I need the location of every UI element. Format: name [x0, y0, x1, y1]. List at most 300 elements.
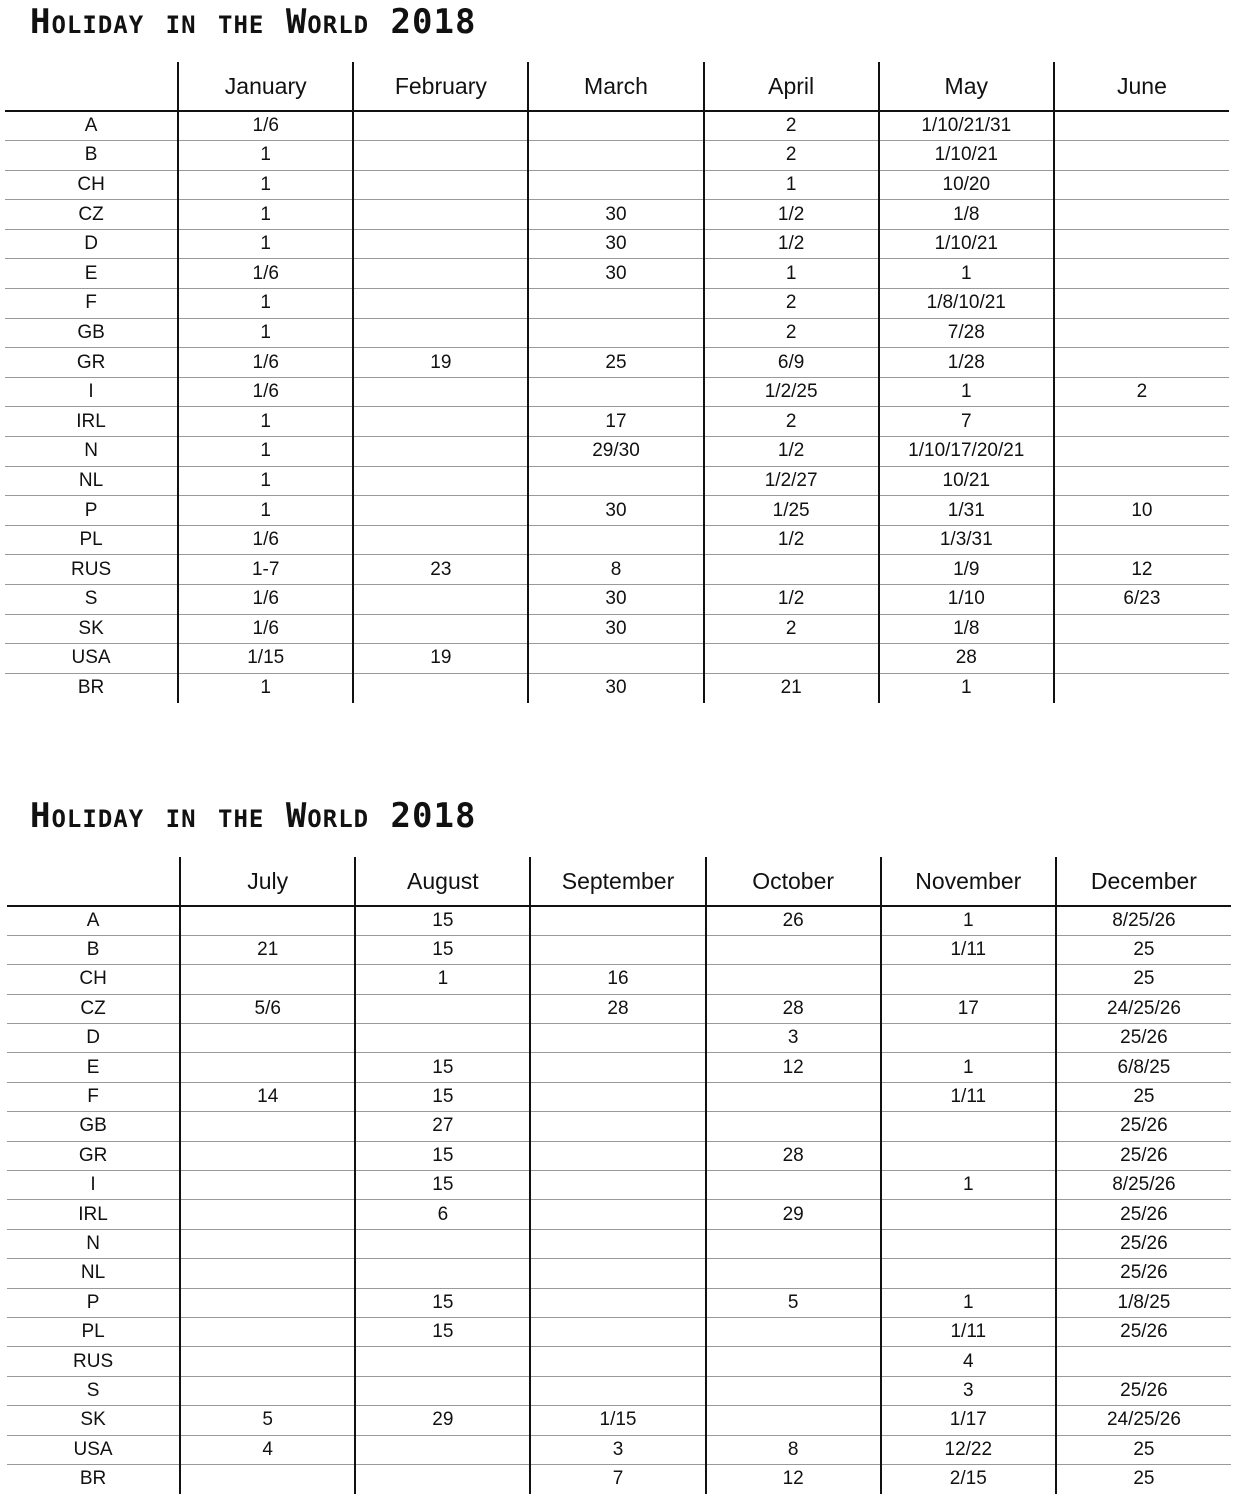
holiday-dates-cell: 25/26 — [1056, 1112, 1231, 1141]
holiday-dates-cell — [1054, 200, 1229, 230]
holiday-dates-cell: 1 — [178, 229, 353, 259]
country-code: GR — [5, 348, 178, 378]
holiday-dates-cell — [881, 1229, 1056, 1258]
holiday-dates-cell — [528, 466, 703, 496]
holiday-dates-cell: 10/21 — [879, 466, 1054, 496]
holiday-dates-cell — [881, 1259, 1056, 1288]
holiday-dates-cell — [353, 437, 528, 467]
holiday-dates-cell — [1054, 407, 1229, 437]
holiday-dates-cell — [1054, 289, 1229, 319]
holiday-dates-cell — [180, 965, 355, 994]
holiday-dates-cell: 6/9 — [704, 348, 879, 378]
table-row — [7, 935, 1231, 964]
holiday-dates-cell — [706, 1376, 881, 1405]
holiday-dates-cell: 28 — [879, 644, 1054, 674]
table-row — [5, 170, 1229, 200]
country-code: IRL — [7, 1200, 180, 1229]
month-header: June — [1054, 62, 1229, 111]
holiday-dates-cell — [180, 1317, 355, 1346]
holiday-dates-cell — [530, 906, 705, 935]
holiday-dates-cell — [180, 1229, 355, 1258]
holiday-dates-cell — [704, 555, 879, 585]
holiday-dates-cell: 30 — [528, 673, 703, 703]
holiday-dates-cell — [530, 935, 705, 964]
holiday-dates-cell: 25/26 — [1056, 1200, 1231, 1229]
holiday-dates-cell: 1/6 — [178, 585, 353, 615]
holiday-dates-cell — [1054, 318, 1229, 348]
holiday-dates-cell — [881, 1141, 1056, 1170]
holiday-dates-cell — [180, 1141, 355, 1170]
holiday-dates-cell: 1/2 — [704, 585, 879, 615]
holiday-dates-cell — [355, 1024, 530, 1053]
holiday-dates-cell: 12 — [1054, 555, 1229, 585]
holiday-dates-cell: 25/26 — [1056, 1317, 1231, 1346]
holiday-dates-cell: 19 — [353, 644, 528, 674]
table-row — [5, 466, 1229, 496]
country-code: N — [5, 437, 178, 467]
holiday-dates-cell: 15 — [355, 906, 530, 935]
holiday-dates-cell — [706, 1317, 881, 1346]
holiday-dates-cell: 1 — [879, 259, 1054, 289]
holiday-dates-cell — [353, 614, 528, 644]
holiday-dates-cell: 1 — [178, 466, 353, 496]
holiday-dates-cell: 1/6 — [178, 348, 353, 378]
holiday-dates-cell — [353, 407, 528, 437]
table-row — [7, 1376, 1231, 1405]
holiday-dates-cell — [706, 1406, 881, 1435]
holiday-dates-cell: 4 — [881, 1347, 1056, 1376]
holiday-dates-cell — [353, 318, 528, 348]
holiday-dates-cell — [706, 1112, 881, 1141]
holiday-dates-cell: 25/26 — [1056, 1024, 1231, 1053]
holiday-dates-cell — [1054, 525, 1229, 555]
holiday-dates-cell: 10 — [1054, 496, 1229, 526]
holiday-dates-cell: 1 — [178, 141, 353, 171]
table-row — [5, 348, 1229, 378]
holiday-dates-cell: 1 — [178, 289, 353, 319]
holiday-dates-cell — [528, 525, 703, 555]
table-row — [7, 1288, 1231, 1317]
month-header: January — [178, 62, 353, 111]
holiday-dates-cell: 29 — [706, 1200, 881, 1229]
holiday-dates-cell: 7 — [530, 1464, 705, 1493]
section-title: Holiday in the World 2018 — [30, 796, 477, 836]
table-row — [5, 289, 1229, 319]
month-header: October — [706, 857, 881, 906]
country-code: SK — [7, 1406, 180, 1435]
table-row — [5, 496, 1229, 526]
holiday-dates-cell: 21 — [180, 935, 355, 964]
holiday-dates-cell — [180, 1464, 355, 1493]
holiday-dates-cell: 1/2/25 — [704, 377, 879, 407]
holiday-dates-cell: 2 — [704, 141, 879, 171]
month-header: February — [353, 62, 528, 111]
month-header: November — [881, 857, 1056, 906]
country-code: E — [5, 259, 178, 289]
holiday-dates-cell — [706, 935, 881, 964]
month-header: July — [180, 857, 355, 906]
holiday-dates-cell — [355, 1347, 530, 1376]
country-code: PL — [7, 1317, 180, 1346]
country-code: P — [7, 1288, 180, 1317]
country-header-cell — [7, 857, 180, 906]
holiday-dates-cell: 1/2 — [704, 525, 879, 555]
holiday-dates-cell — [353, 289, 528, 319]
holiday-dates-cell: 30 — [528, 229, 703, 259]
holiday-dates-cell — [180, 1259, 355, 1288]
holiday-dates-cell — [353, 377, 528, 407]
holiday-dates-cell — [353, 585, 528, 615]
holiday-dates-cell: 1/8 — [879, 200, 1054, 230]
holiday-dates-cell: 1/15 — [530, 1406, 705, 1435]
table-row — [7, 1259, 1231, 1288]
holiday-dates-cell: 1 — [178, 200, 353, 230]
holiday-dates-cell: 15 — [355, 1053, 530, 1082]
country-code: I — [7, 1171, 180, 1200]
table-row — [7, 994, 1231, 1023]
table-row — [7, 1229, 1231, 1258]
holiday-dates-cell: 6/23 — [1054, 585, 1229, 615]
country-code: USA — [5, 644, 178, 674]
holiday-dates-cell: 10/20 — [879, 170, 1054, 200]
holiday-dates-cell: 6/8/25 — [1056, 1053, 1231, 1082]
holiday-dates-cell: 25/26 — [1056, 1141, 1231, 1170]
holiday-dates-cell: 1/6 — [178, 259, 353, 289]
holiday-dates-cell: 21 — [704, 673, 879, 703]
country-code: P — [5, 496, 178, 526]
holiday-dates-cell: 1 — [879, 673, 1054, 703]
holiday-dates-cell: 23 — [353, 555, 528, 585]
table-row — [7, 906, 1231, 935]
holiday-dates-cell: 1 — [178, 318, 353, 348]
holiday-dates-cell — [530, 1171, 705, 1200]
holiday-dates-cell — [353, 170, 528, 200]
holiday-dates-cell: 30 — [528, 200, 703, 230]
holiday-dates-cell: 28 — [706, 1141, 881, 1170]
holiday-dates-cell: 1/2 — [704, 437, 879, 467]
holiday-dates-cell: 15 — [355, 1141, 530, 1170]
country-code: CH — [7, 965, 180, 994]
holiday-dates-cell: 25/26 — [1056, 1259, 1231, 1288]
holiday-dates-cell: 2 — [704, 111, 879, 141]
holiday-dates-cell: 1/8/25 — [1056, 1288, 1231, 1317]
table-row — [5, 585, 1229, 615]
holiday-dates-cell — [355, 1229, 530, 1258]
holiday-dates-cell — [530, 1347, 705, 1376]
country-code: I — [5, 377, 178, 407]
holiday-dates-cell: 1/31 — [879, 496, 1054, 526]
holiday-dates-cell: 30 — [528, 614, 703, 644]
table-row — [5, 318, 1229, 348]
holiday-dates-cell — [530, 1112, 705, 1141]
holiday-dates-cell: 27 — [355, 1112, 530, 1141]
holiday-dates-cell: 1/6 — [178, 111, 353, 141]
holiday-dates-cell: 1 — [178, 170, 353, 200]
country-code: A — [7, 906, 180, 935]
holiday-dates-cell: 1/25 — [704, 496, 879, 526]
holiday-dates-cell: 1/10 — [879, 585, 1054, 615]
holiday-dates-cell: 1/2 — [704, 200, 879, 230]
table-row — [5, 614, 1229, 644]
holiday-dates-cell: 1 — [881, 906, 1056, 935]
holiday-dates-cell: 6 — [355, 1200, 530, 1229]
country-code: PL — [5, 525, 178, 555]
table-row — [5, 555, 1229, 585]
holiday-dates-cell — [530, 1259, 705, 1288]
holiday-dates-cell — [706, 1171, 881, 1200]
country-header-cell — [5, 62, 178, 111]
country-code: D — [5, 229, 178, 259]
holiday-dates-cell: 25 — [528, 348, 703, 378]
country-code: D — [7, 1024, 180, 1053]
country-code: CZ — [5, 200, 178, 230]
table-row — [7, 1112, 1231, 1141]
holiday-dates-cell: 8 — [528, 555, 703, 585]
holiday-dates-cell: 2 — [704, 614, 879, 644]
country-code: GB — [5, 318, 178, 348]
holiday-dates-cell: 1 — [178, 673, 353, 703]
holiday-dates-cell — [530, 1082, 705, 1111]
holiday-dates-cell — [881, 1112, 1056, 1141]
holiday-dates-cell — [528, 170, 703, 200]
holiday-dates-cell — [1054, 259, 1229, 289]
table-row — [7, 1171, 1231, 1200]
holiday-dates-cell: 1/10/21 — [879, 229, 1054, 259]
holiday-dates-cell: 1 — [881, 1053, 1056, 1082]
holiday-dates-cell: 5 — [180, 1406, 355, 1435]
table-row — [5, 259, 1229, 289]
holiday-dates-cell — [355, 1435, 530, 1464]
holiday-dates-cell — [353, 200, 528, 230]
holiday-dates-cell: 12 — [706, 1464, 881, 1493]
table-row — [7, 1024, 1231, 1053]
holiday-table-jan-jun — [5, 62, 1229, 703]
holiday-dates-cell: 29 — [355, 1406, 530, 1435]
holiday-dates-cell: 15 — [355, 1317, 530, 1346]
table-row — [5, 673, 1229, 703]
table-row — [7, 1082, 1231, 1111]
holiday-dates-cell — [528, 318, 703, 348]
holiday-dates-cell — [180, 1200, 355, 1229]
holiday-dates-cell — [180, 1171, 355, 1200]
holiday-dates-cell: 30 — [528, 496, 703, 526]
month-header: March — [528, 62, 703, 111]
table-row — [5, 229, 1229, 259]
holiday-dates-cell: 1/2 — [704, 229, 879, 259]
holiday-dates-cell: 1/8/10/21 — [879, 289, 1054, 319]
country-code: USA — [7, 1435, 180, 1464]
holiday-dates-cell — [1054, 437, 1229, 467]
holiday-dates-cell: 17 — [881, 994, 1056, 1023]
table-row — [5, 644, 1229, 674]
holiday-dates-cell — [528, 141, 703, 171]
holiday-dates-cell: 24/25/26 — [1056, 994, 1231, 1023]
country-code: SK — [5, 614, 178, 644]
holiday-dates-cell: 26 — [706, 906, 881, 935]
holiday-dates-cell — [353, 496, 528, 526]
holiday-dates-cell — [706, 965, 881, 994]
holiday-dates-cell: 3 — [706, 1024, 881, 1053]
holiday-dates-cell: 17 — [528, 407, 703, 437]
section-title: Holiday in the World 2018 — [30, 2, 477, 42]
table-row — [5, 141, 1229, 171]
holiday-dates-cell — [530, 1376, 705, 1405]
holiday-dates-cell: 25/26 — [1056, 1376, 1231, 1405]
holiday-dates-cell — [881, 1024, 1056, 1053]
month-header: August — [355, 857, 530, 906]
holiday-dates-cell: 25/26 — [1056, 1229, 1231, 1258]
country-code: S — [5, 585, 178, 615]
table-row — [5, 111, 1229, 141]
table-row — [7, 1406, 1231, 1435]
holiday-dates-cell: 5/6 — [180, 994, 355, 1023]
holiday-dates-cell — [353, 111, 528, 141]
holiday-dates-cell — [180, 1288, 355, 1317]
holiday-dates-cell — [353, 466, 528, 496]
holiday-dates-cell — [528, 111, 703, 141]
holiday-dates-cell: 15 — [355, 1082, 530, 1111]
holiday-dates-cell — [528, 377, 703, 407]
country-code: BR — [77, 677, 105, 699]
month-header: September — [530, 857, 705, 906]
table-row — [5, 200, 1229, 230]
holiday-dates-cell: 1/15 — [178, 644, 353, 674]
holiday-dates-cell: 28 — [706, 994, 881, 1023]
holiday-dates-cell: 5 — [706, 1288, 881, 1317]
holiday-dates-cell — [530, 1200, 705, 1229]
holiday-dates-cell — [706, 1229, 881, 1258]
holiday-dates-cell: 1/10/21 — [879, 141, 1054, 171]
header-row — [5, 62, 1229, 111]
holiday-dates-cell — [1054, 644, 1229, 674]
holiday-dates-cell: 1/17 — [881, 1406, 1056, 1435]
holiday-dates-cell — [180, 1347, 355, 1376]
holiday-dates-cell: 1/9 — [879, 555, 1054, 585]
holiday-dates-cell: 30 — [528, 259, 703, 289]
holiday-dates-cell — [353, 525, 528, 555]
country-code: F — [5, 289, 178, 319]
table-row — [7, 1053, 1231, 1082]
holiday-dates-cell: 7 — [879, 407, 1054, 437]
month-header: April — [704, 62, 879, 111]
holiday-dates-cell — [355, 1259, 530, 1288]
holiday-dates-cell — [1054, 229, 1229, 259]
holiday-dates-cell: 1 — [879, 377, 1054, 407]
country-code: CZ — [7, 994, 180, 1023]
holiday-dates-cell — [1054, 170, 1229, 200]
holiday-dates-cell: 1 — [178, 437, 353, 467]
holiday-dates-cell: 2 — [704, 289, 879, 319]
country-code: A — [5, 111, 178, 141]
holiday-dates-cell: 15 — [355, 1288, 530, 1317]
country-code: S — [7, 1376, 180, 1405]
holiday-dates-cell: 2 — [704, 318, 879, 348]
holiday-dates-cell: 1/10/17/20/21 — [879, 437, 1054, 467]
holiday-dates-cell — [1054, 111, 1229, 141]
country-code: BR — [79, 1468, 107, 1490]
holiday-dates-cell: 1/28 — [879, 348, 1054, 378]
table-row — [5, 525, 1229, 555]
holiday-dates-cell: 28 — [530, 994, 705, 1023]
holiday-dates-cell — [881, 1200, 1056, 1229]
holiday-dates-cell — [530, 1024, 705, 1053]
table-row — [7, 1317, 1231, 1346]
table-row — [7, 1347, 1231, 1376]
country-code: E — [7, 1053, 180, 1082]
country-code: NL — [5, 466, 178, 496]
holiday-dates-cell — [530, 1288, 705, 1317]
holiday-dates-cell: 19 — [353, 348, 528, 378]
holiday-dates-cell — [706, 1347, 881, 1376]
header-row — [7, 857, 1231, 906]
table-row — [7, 965, 1231, 994]
holiday-dates-cell — [881, 965, 1056, 994]
holiday-dates-cell: 1/6 — [178, 377, 353, 407]
holiday-dates-cell — [530, 1317, 705, 1346]
holiday-dates-cell: 25 — [1056, 1082, 1231, 1111]
holiday-dates-cell — [706, 1259, 881, 1288]
holiday-dates-cell: 8/25/26 — [1056, 906, 1231, 935]
holiday-dates-cell: 1 — [355, 965, 530, 994]
holiday-dates-cell — [353, 259, 528, 289]
holiday-dates-cell — [180, 1112, 355, 1141]
holiday-dates-cell — [704, 644, 879, 674]
holiday-dates-cell: 1/6 — [178, 614, 353, 644]
holiday-dates-cell: 16 — [530, 965, 705, 994]
holiday-table-jul-dec — [7, 857, 1231, 1494]
country-code: N — [7, 1229, 180, 1258]
holiday-dates-cell: 1/6 — [178, 525, 353, 555]
month-header: May — [879, 62, 1054, 111]
holiday-dates-cell: 1-7 — [178, 555, 353, 585]
holiday-dates-cell: 1/11 — [881, 1082, 1056, 1111]
holiday-dates-cell: 1 — [881, 1171, 1056, 1200]
country-code: IRL — [5, 407, 178, 437]
table-row — [5, 377, 1229, 407]
country-code: F — [7, 1082, 180, 1111]
holiday-dates-cell: 1/3/31 — [879, 525, 1054, 555]
holiday-dates-cell — [353, 141, 528, 171]
holiday-dates-cell: 15 — [355, 1171, 530, 1200]
holiday-dates-cell: 7/28 — [879, 318, 1054, 348]
table-row — [5, 437, 1229, 467]
holiday-dates-cell: 25 — [1056, 1464, 1231, 1493]
holiday-dates-cell: 1 — [704, 259, 879, 289]
holiday-dates-cell — [706, 1082, 881, 1111]
holiday-dates-cell: 2/15 — [881, 1464, 1056, 1493]
holiday-dates-cell — [353, 229, 528, 259]
holiday-dates-cell — [1054, 673, 1229, 703]
holiday-dates-cell: 15 — [355, 935, 530, 964]
month-header: December — [1056, 857, 1231, 906]
holiday-dates-cell: 12 — [706, 1053, 881, 1082]
holiday-dates-cell: 1 — [178, 407, 353, 437]
holiday-dates-cell — [355, 1376, 530, 1405]
country-code: CH — [5, 170, 178, 200]
holiday-dates-cell: 3 — [530, 1435, 705, 1464]
country-code: RUS — [7, 1347, 180, 1376]
country-code: B — [7, 935, 180, 964]
holiday-dates-cell — [180, 1053, 355, 1082]
table-row — [7, 1141, 1231, 1170]
holiday-dates-cell: 1/11 — [881, 935, 1056, 964]
table-row — [7, 1435, 1231, 1464]
holiday-dates-cell: 25 — [1056, 935, 1231, 964]
holiday-dates-cell: 29/30 — [528, 437, 703, 467]
holiday-dates-cell: 25 — [1056, 965, 1231, 994]
country-code: B — [5, 141, 178, 171]
holiday-dates-cell: 1/8 — [879, 614, 1054, 644]
